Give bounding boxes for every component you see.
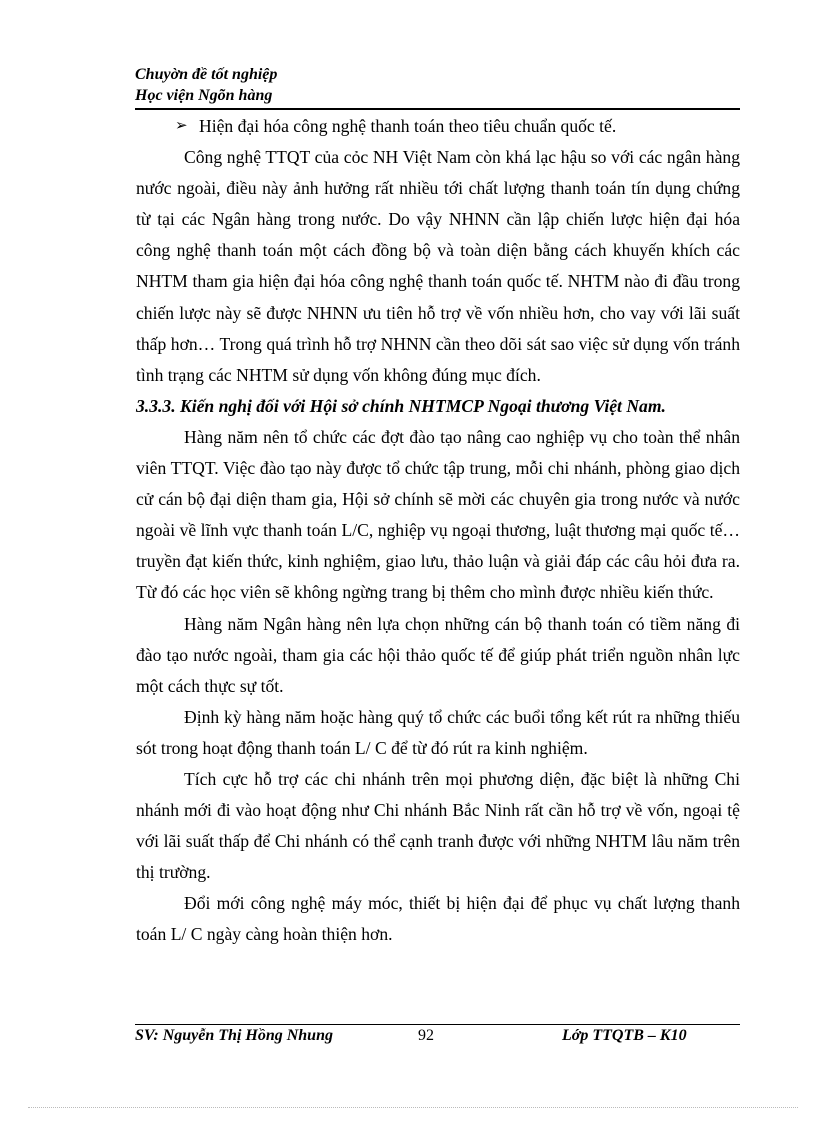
- arrow-bullet-icon: ➢: [175, 118, 188, 134]
- page-footer: [135, 1027, 740, 1049]
- footer-class: Lớp TTQTB – K10: [562, 1027, 687, 1044]
- header-divider: [135, 108, 740, 110]
- paragraph-innovation: Đổi mới công nghệ máy móc, thiết bị hiện đại để phục vụ chất lượng thanh toán L/ C ngày càng hoàn thiện hơn.: [136, 893, 740, 945]
- header-title: Chuyờn đề tốt nghiệp: [135, 66, 278, 83]
- bullet-item: [136, 111, 740, 142]
- page-header: [135, 64, 740, 106]
- bullet-text: Hiện đại hóa công nghệ thanh toán theo tiêu chuẩn quốc tế.: [199, 116, 617, 136]
- paragraph-review: Định kỳ hàng năm hoặc hàng quý tổ chức các buổi tổng kết rút ra những thiếu sót trong hoạt động thanh toán L/ C để từ đó rút ra kinh nghiệm.: [136, 706, 740, 758]
- paragraph-technology: Công nghệ TTQT của cỏc NH Việt Nam còn khá lạc hậu so với các ngân hàng nước ngoài, điều này ảnh hưởng rất nhiều tới chất lượng thanh toán tín dụng chứng từ tại các Ngân hàng trong nước. Do vậy NHNN cần lập chiến lược hiện đại hóa công nghệ thanh toán một cách đồng bộ và toàn diện bằng cách khuyến khích các NHTM tham gia hiện đại hóa công nghệ thanh toán quốc tế. NHTM nào đi đầu trong chiến lược này sẽ được NHNN ưu tiên hỗ trợ về vốn nhiều hơn, cho vay với lãi suất thấp hơn… Trong quá trình hỗ trợ NHNN cần theo dõi sát sao việc sử dụng vốn tránh tình trạng các NHTM sử dụng vốn không đúng mục đích.: [136, 147, 740, 385]
- paragraph-training: Hàng năm nên tổ chức các đợt đào tạo nâng cao nghiệp vụ cho toàn thể nhân viên TTQT. Việc đào tạo này được tổ chức tập trung, mỗi chi nhánh, phòng giao dịch cử cán bộ đại diện tham gia, Hội sở chính sẽ mời các chuyên gia trong nước và nước ngoài về lĩnh vực thanh toán L/C, nghiệp vụ ngoại thương, luật thương mại quốc tế… truyền đạt kiến thức, kinh nghiệm, giao lưu, thảo luận và giải đáp các câu hỏi đưa ra. Từ đó các học viên sẽ không ngừng trang bị thêm cho mình được nhiều kiến thức.: [136, 426, 740, 603]
- section-heading: 3.3.3. Kiến nghị đối với Hội sở chính NHTMCP Ngoại thương Việt Nam.: [136, 395, 666, 416]
- footer-divider: [135, 1024, 740, 1025]
- paragraph-overseas-training: Hàng năm Ngân hàng nên lựa chọn những cán bộ thanh toán có tiềm năng đi đào tạo nước ngoài, tham gia các hội thảo quốc tế để giúp phát triển nguồn nhân lực một cách thực sự tốt.: [136, 613, 740, 696]
- footer-student: SV: Nguyễn Thị Hồng Nhung: [135, 1027, 333, 1044]
- paragraph-branch-support: Tích cực hỗ trợ các chi nhánh trên mọi phương diện, đặc biệt là những Chi nhánh mới đi vào hoạt động như Chi nhánh Bắc Ninh rất cần hỗ trợ về vốn, ngoại tệ với lãi suất thấp để Chi nhánh có thể cạnh tranh được với những NHTM lâu năm trên thị trường.: [136, 768, 740, 883]
- header-institution: Học viện Ngõn hàng: [135, 87, 273, 104]
- page-number: 92: [418, 1027, 434, 1044]
- document-body: [136, 111, 740, 951]
- page-bottom-border: [28, 1107, 798, 1108]
